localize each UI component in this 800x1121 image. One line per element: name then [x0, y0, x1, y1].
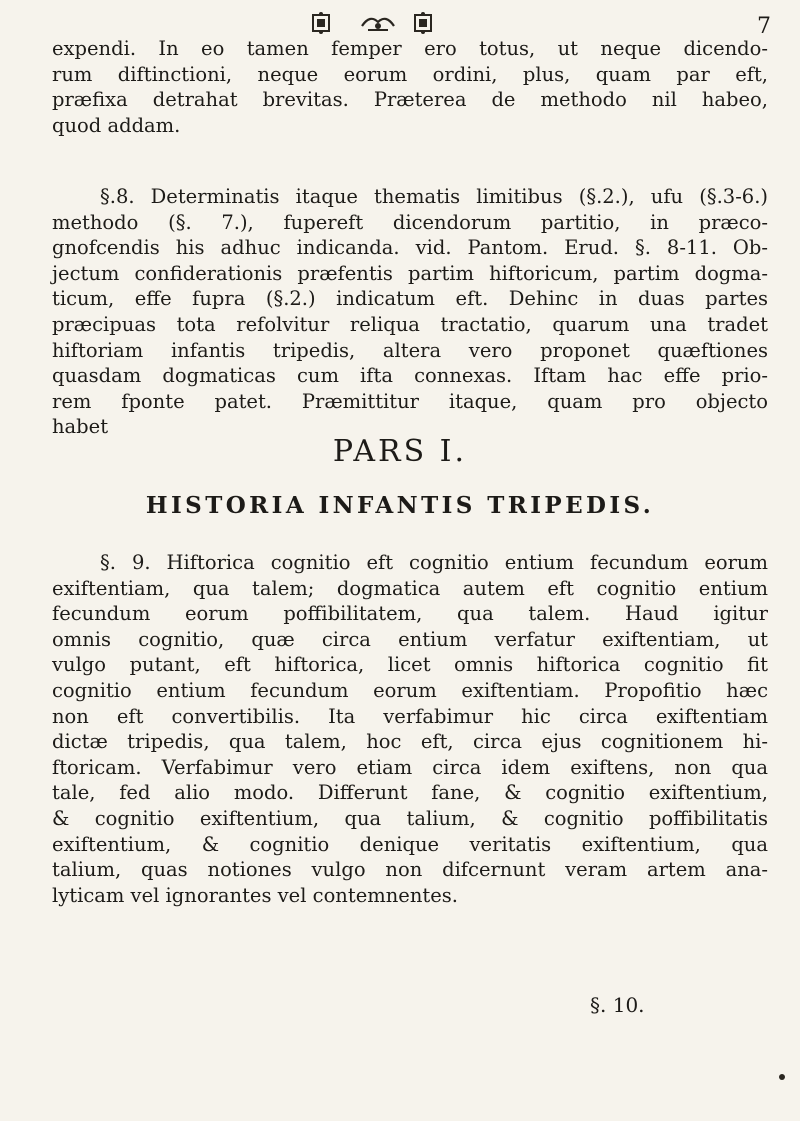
- text-line: dictæ tripedis, qua talem, hoc eft, circa ejus cognitionem hi-: [52, 730, 768, 754]
- text-line: §.8. Determinatis itaque thematis limitibus (§.2.), ufu (§.3-6.): [100, 185, 768, 208]
- text-line: & cognitio exiftentium, qua talium, & cognitio poffibilitatis: [52, 806, 768, 830]
- ink-speck-icon: [778, 1066, 786, 1085]
- text-line: præcipuas tota refolvitur reliqua tractatio, quarum una tradet: [52, 312, 768, 336]
- catchword: §. 10.: [590, 993, 645, 1017]
- text-line: non eft convertibilis. Ita verfabimur hic circa exiftentiam: [52, 704, 768, 728]
- ornament-left-icon: [310, 12, 332, 34]
- text-line: gnofcendis his adhuc indicanda. vid. Pantom. Erud. §. 8-11. Ob-: [52, 236, 768, 260]
- part-heading: PARS I.: [332, 434, 468, 469]
- text-line: methodo (§. 7.), fupereft dicendorum partitio, in præco-: [52, 210, 768, 234]
- text-line: rum diftinctioni, neque eorum ordini, plus, quam par eft,: [52, 62, 768, 86]
- text-line: cognitio entium fecundum eorum exiftentiam. Propofitio hæc: [52, 678, 768, 702]
- text-line: tale, fed alio modo. Differunt fane, & cognitio exiftentium,: [52, 781, 768, 805]
- intro-paragraph: [52, 36, 768, 138]
- text-line: quod addam.: [52, 113, 181, 137]
- text-line: habet: [52, 415, 109, 439]
- text-line: expendi. In eo tamen femper ero totus, ut neque dicendo-: [52, 37, 768, 60]
- text-line: §. 9. Hiftorica cognitio eft cognitio entium fecundum eorum: [100, 551, 768, 574]
- text-line: ticum, effe fupra (§.2.) indicatum eft. Dehinc in duas partes: [52, 287, 768, 311]
- text-line: rem fponte patet. Præmittitur itaque, quam pro objecto: [52, 389, 768, 413]
- text-line: præfixa detrahat brevitas. Præterea de methodo nil habeo,: [52, 88, 768, 112]
- text-line: quasdam dogmaticas cum ifta connexas. Iftam hac effe prio-: [52, 364, 768, 388]
- text-line: jectum confiderationis præfentis partim hiftoricum, partim dogma-: [52, 261, 768, 285]
- text-line: talium, quas notiones vulgo non difcernunt veram artem ana-: [52, 858, 768, 882]
- section-heading: HISTORIA INFANTIS TRIPEDIS.: [145, 492, 655, 519]
- page-number: 7: [757, 14, 772, 39]
- paragraph-8: [52, 184, 768, 440]
- text-line: fecundum eorum poffibilitatem, qua talem. Haud igitur: [52, 602, 768, 626]
- text-line: omnis cognitio, quæ circa entium verfatur exiftentiam, ut: [52, 627, 768, 651]
- text-line: ftoricam. Verfabimur vero etiam circa idem exiftens, non qua: [52, 755, 768, 779]
- ornament-center-icon: [360, 12, 396, 34]
- ornament-right-icon: [412, 12, 434, 34]
- text-line: lyticam vel ignorantes vel contemnentes.: [52, 883, 458, 907]
- paragraph-9: [52, 550, 768, 908]
- text-line: exiftentiam, qua talem; dogmatica autem eft cognitio entium: [52, 576, 768, 600]
- text-line: hiftoriam infantis tripedis, altera vero proponet quæftiones: [52, 338, 768, 362]
- text-line: exiftentium, & cognitio denique veritatis exiftentium, qua: [52, 832, 768, 856]
- text-line: vulgo putant, eft hiftorica, licet omnis hiftorica cognitio fit: [52, 653, 768, 677]
